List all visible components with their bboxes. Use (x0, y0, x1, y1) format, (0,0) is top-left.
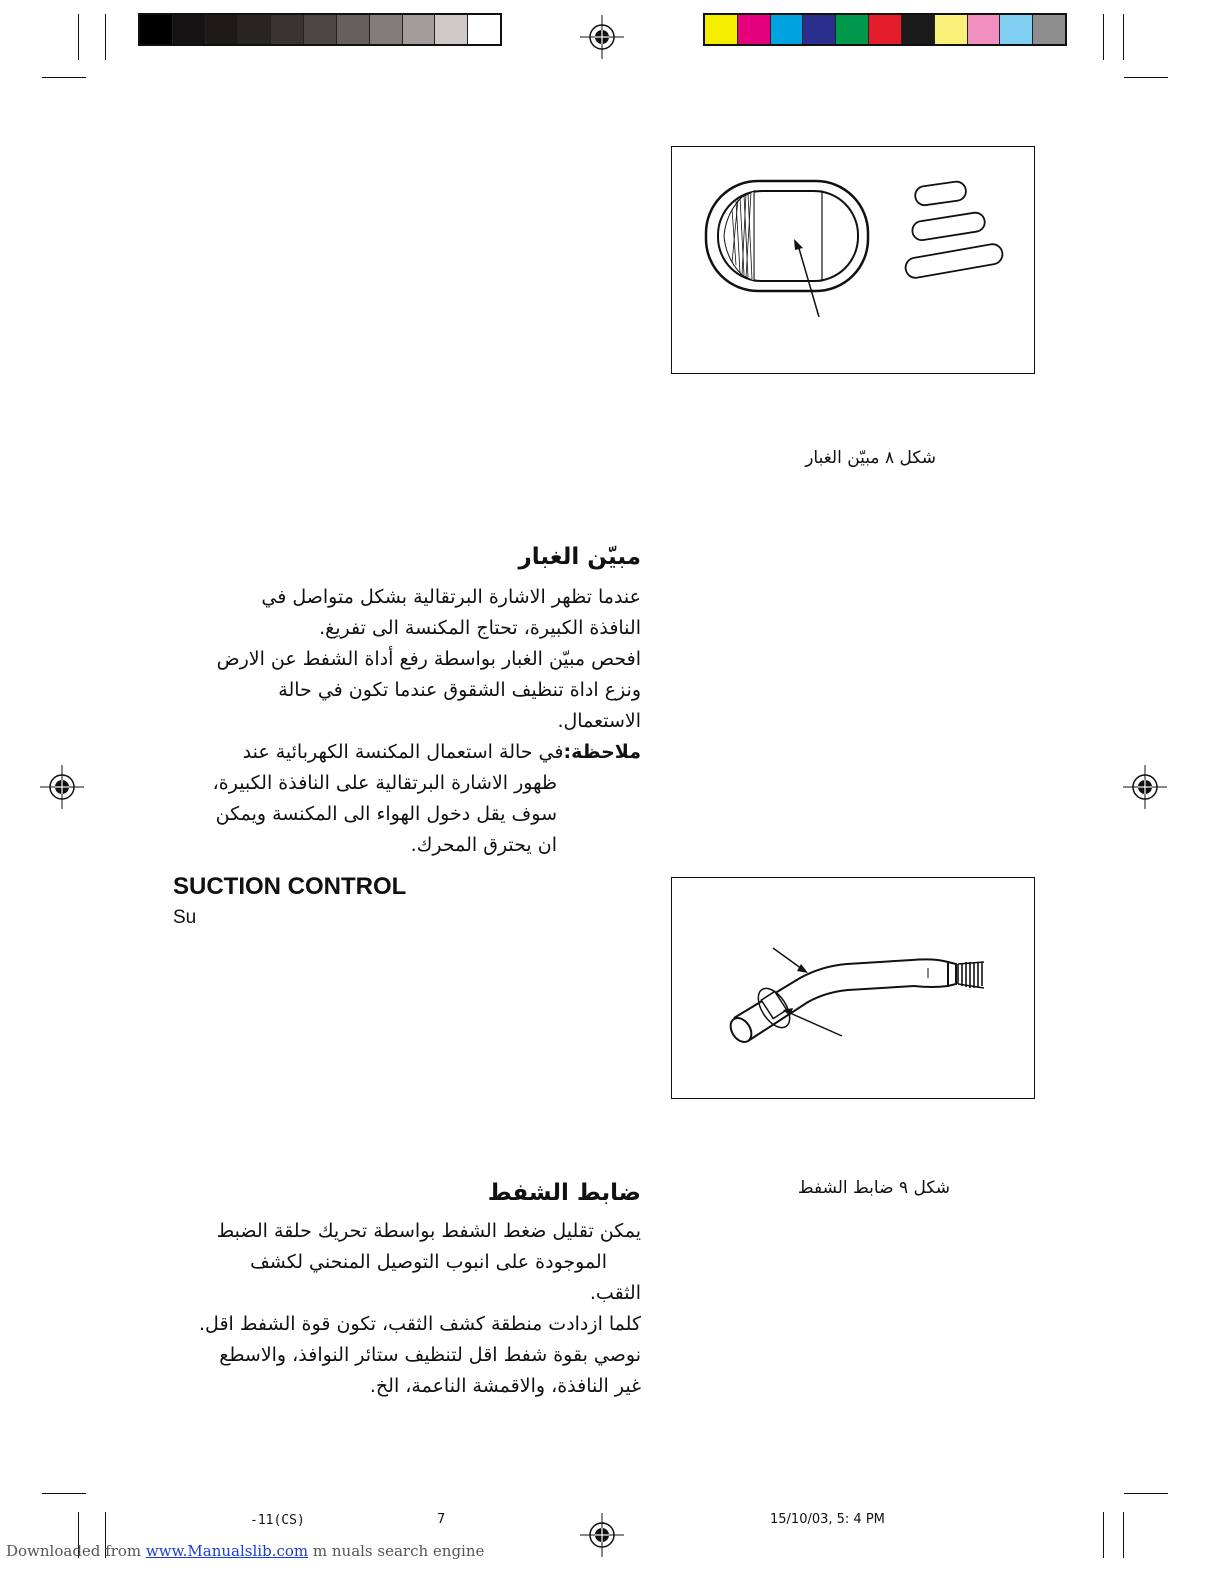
registration-mark-top-icon (580, 15, 624, 59)
process-color-swatch (869, 15, 902, 44)
crop-mark-top-left-v1 (78, 14, 79, 60)
dust-line-3: افحص مبيّن الغبار بواسطة رفع أداة الشفط عن الارض (216, 648, 641, 670)
suction-line-2: الموجودة على انبوب التوصيل المنحني لكشف (250, 1251, 607, 1273)
process-color-swatch (935, 15, 968, 44)
grayscale-swatch (238, 15, 271, 44)
suction-line-6: غير النافذة، والاقمشة الناعمة، الخ. (369, 1375, 641, 1397)
suction-line-3: الثقب. (589, 1282, 641, 1304)
suction-control-arabic-heading: ضابط الشفط (487, 1180, 641, 1206)
dust-note-label: ملاحظة: (563, 741, 641, 763)
crop-mark-top-right-v1 (1103, 14, 1104, 60)
crop-mark-top-left-h (42, 77, 86, 78)
grayscale-swatch (370, 15, 403, 44)
grayscale-swatch (304, 15, 337, 44)
grayscale-calibration-bar (138, 13, 502, 46)
dust-line-1: عندما تظهر الاشارة البرتقالية بشكل متواصل في (261, 586, 641, 608)
registration-mark-left-icon (40, 765, 84, 809)
process-color-swatch (968, 15, 1001, 44)
figure-8-box (671, 146, 1035, 374)
dust-note-line-4: ان يحترق المحرك. (410, 834, 557, 856)
suction-control-illustration (672, 878, 1034, 1098)
suction-line-5: نوصي بقوة شفط اقل لتنظيف ستائر النوافذ، والاسطع (219, 1344, 641, 1366)
process-color-swatch (738, 15, 771, 44)
crop-mark-top-right-v2 (1123, 14, 1124, 60)
suction-control-arabic-body (140, 1216, 641, 1402)
suction-line-1: يمكن تقليل ضغط الشفط بواسطة تحريك حلقة الضبط (216, 1220, 641, 1242)
process-color-swatch (1033, 15, 1065, 44)
dust-note-line-3: سوف يقل دخول الهواء الى المكنسة ويمكن (215, 803, 557, 825)
crop-mark-top-left-v2 (105, 14, 106, 60)
color-calibration-bar (703, 13, 1067, 46)
download-notice (6, 1542, 484, 1560)
figure-9-box (671, 877, 1035, 1099)
crop-mark-bottom-right-v2 (1123, 1512, 1124, 1558)
dust-line-4: ونزع اداة تنظيف الشقوق عندما تكون في حالة (278, 679, 641, 701)
registration-mark-bottom-icon (580, 1513, 624, 1557)
manualslib-link[interactable]: www.Manualslib.com (145, 1542, 309, 1560)
process-color-swatch (836, 15, 869, 44)
grayscale-swatch (206, 15, 239, 44)
dust-note-line-2: ظهور الاشارة البرتقالية على النافذة الكبيرة، (212, 772, 557, 794)
suction-line-4: كلما ازدادت منطقة كشف الثقب، تكون قوة الشفط اقل. (199, 1313, 641, 1335)
figure-8-caption: شكل ٨ مبيّن الغبار (805, 448, 936, 468)
dust-indicator-illustration (672, 147, 1034, 373)
crop-mark-top-right-h (1124, 77, 1168, 78)
dust-note-line (140, 737, 641, 768)
dust-line-2: النافذة الكبيرة، تحتاج المكنسة الى تفريغ. (319, 617, 641, 639)
crop-mark-bottom-left-h (42, 1493, 86, 1494)
crop-mark-bottom-right-v1 (1103, 1512, 1104, 1558)
dust-indicator-heading: مبيّن الغبار (518, 544, 641, 570)
grayscale-swatch (403, 15, 436, 44)
figure-9-caption: شكل ٩ ضابط الشفط (797, 1178, 950, 1198)
grayscale-swatch (468, 15, 500, 44)
suction-control-body: Su (173, 907, 197, 928)
footer-code: -11(CS) (250, 1513, 305, 1528)
download-suffix: m nuals search engine (308, 1542, 485, 1560)
process-color-swatch (705, 15, 738, 44)
grayscale-swatch (140, 15, 173, 44)
suction-control-heading: SUCTION CONTROL (173, 873, 407, 900)
process-color-swatch (803, 15, 836, 44)
download-prefix: Downloaded from (6, 1542, 146, 1560)
process-color-swatch (771, 15, 804, 44)
dust-line-5: الاستعمال. (557, 710, 641, 732)
dust-note-first: في حالة استعمال المكنسة الكهربائية عند (242, 741, 564, 763)
grayscale-swatch (271, 15, 304, 44)
registration-mark-right-icon (1123, 765, 1167, 809)
grayscale-swatch (173, 15, 206, 44)
dust-indicator-body (140, 582, 641, 861)
crop-mark-bottom-right-h (1124, 1493, 1168, 1494)
grayscale-swatch (435, 15, 468, 44)
grayscale-swatch (337, 15, 370, 44)
footer-page-number: 7 (437, 1512, 446, 1527)
process-color-swatch (902, 15, 935, 44)
footer-datetime: 15/10/03, 5: 4 PM (770, 1512, 885, 1527)
process-color-swatch (1000, 15, 1033, 44)
